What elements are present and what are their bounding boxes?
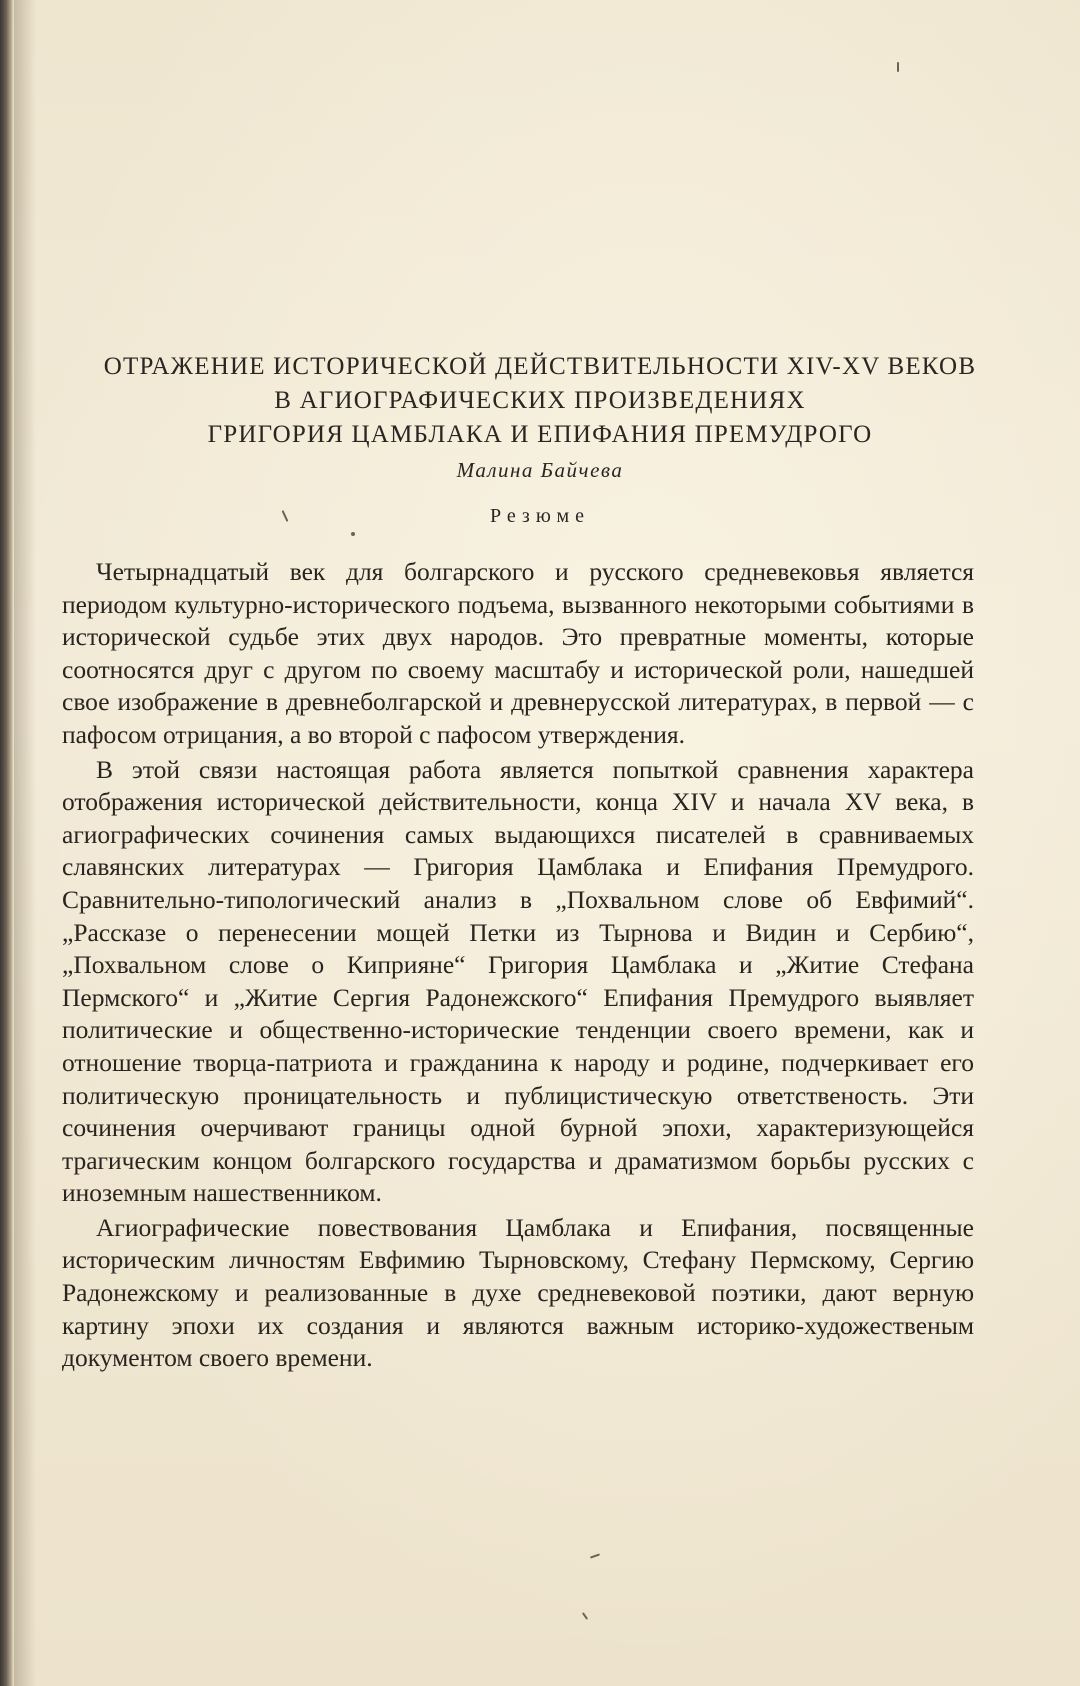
title-line-1: ОТРАЖЕНИЕ ИСТОРИЧЕСКОЙ ДЕЙСТВИТЕЛЬНОСТИ XIV-XV ВЕКОВ [103, 353, 977, 380]
print-speck [351, 532, 355, 536]
page-binding-edge [0, 0, 14, 1686]
page-binding-shadow [14, 0, 36, 1686]
title-line-3: ГРИГОРИЯ ЦАМБЛАКА И ЕПИФАНИЯ ПРЕМУДРОГО [207, 421, 873, 448]
title-line-2: В АГИОГРАФИЧЕСКИХ ПРОИЗВЕДЕНИЯХ [274, 387, 806, 414]
print-speck [582, 1612, 588, 1620]
section-label-summary: Резюме [489, 505, 591, 527]
author-name: Малина Байчева [456, 458, 624, 482]
summary-body [62, 556, 974, 1375]
print-speck [897, 62, 899, 72]
paragraph-3: Агиографические повествования Цамблака и Епифания, посвященные историческим личностям Евфимию Тырновскому, Стефану Пермскому, Сергию Радонежскому и реализованные в духе средневековой поэтики, дают верную картину эпохи их создания и являются важным историко-художественым документом своего времени. [62, 1212, 974, 1373]
paragraph-1: Четырнадцатый век для болгарского и русского средневековья является периодом культурно-исторического подъема, вызванного некоторыми событиями в исторической судьбе этих двух народов. Это превратные моменты, которые соотносятся друг с другом по своему масштабу и исторической роли, нашедшей свое изображение в древнеболгарской и древнерусской литературах, в первой — с пафосом отрицания, а во второй с пафосом утверждения. [62, 557, 974, 749]
paragraph-2: В этой связи настоящая работа является попыткой сравнения характера отображения исторической действительности, конца XIV и начала XV века, в агиографических сочинения самых выдающихся писателей в сравниваемых славянских литературах — Григория Цамблака и Епифания Премудрого. Сравнительно-типологический анализ в „Похвальном слове об Евфимий“. „Рассказе о перенесении мощей Петки из Тырнова и Видин и Сербию“, „Похвальном слове о Киприяне“ Григория Цамблака и „Житие Стефана Пермского“ и „Житие Сергия Радонежского“ Епифания Премудрого выявляет политические и общественно-исторические тенденции своего времени, как и отношение творца-патриота и гражданина к народу и родине, подчеркивает его политическую проницательность и публицистическую ответственость. Эти сочинения очерчивают границы одной бурной эпохи, характеризующейся трагическим концом болгарского государства и драматизмом борьбы русских с иноземным нашественником. [62, 754, 974, 1208]
article-title [40, 350, 1040, 452]
print-speck [590, 1553, 600, 1558]
